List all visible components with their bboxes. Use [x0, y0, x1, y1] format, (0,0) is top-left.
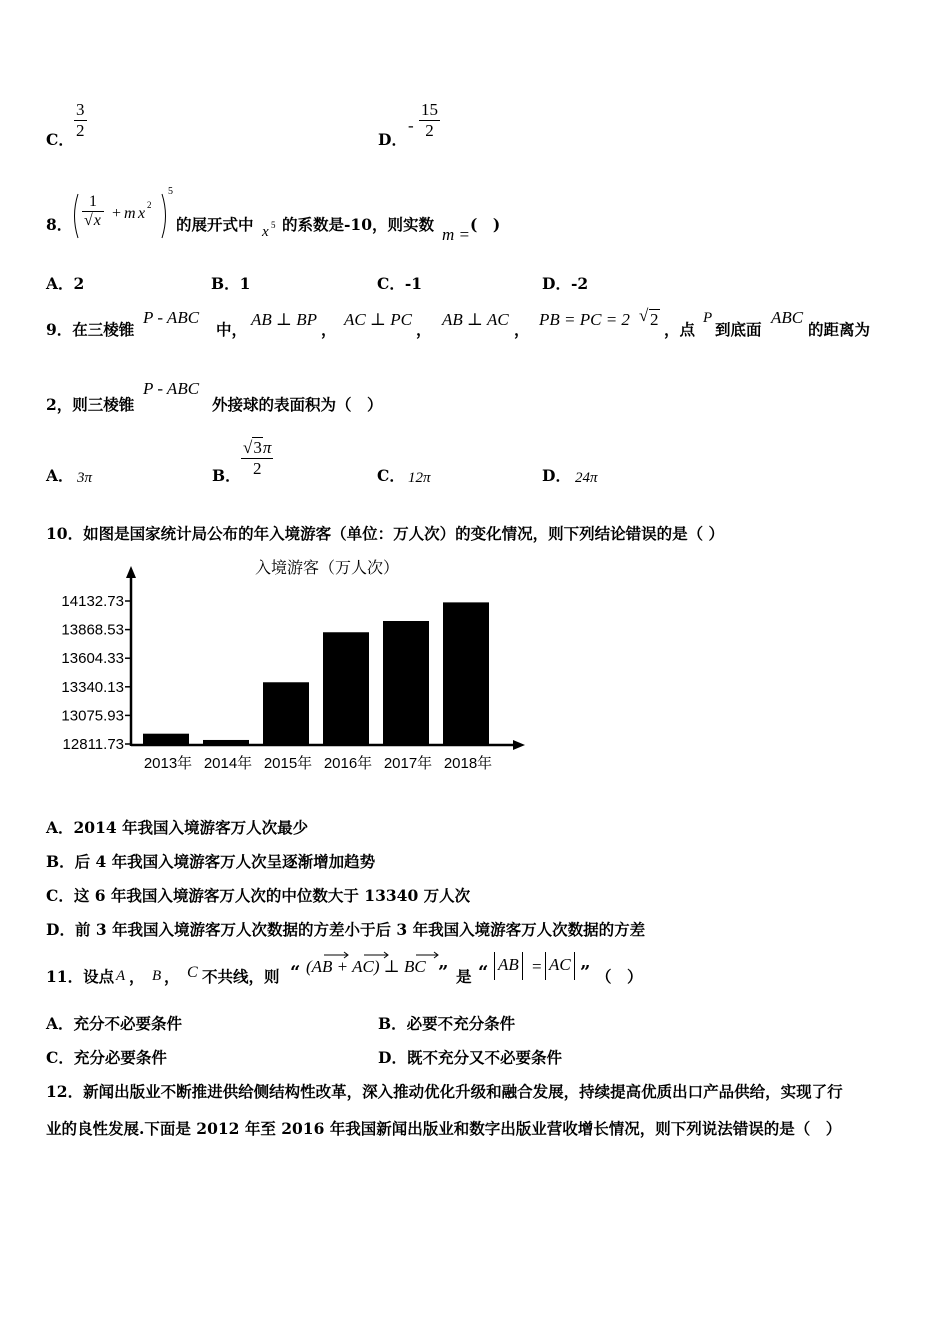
q9-cond-4-radicand: 2 — [650, 310, 659, 329]
q11-comma-1: ， — [129, 967, 145, 986]
q9-daodimian: 到底面 — [715, 320, 762, 339]
q11-option-a: A．充分不必要条件 — [46, 1014, 183, 1033]
x-tick-label: 2018年 — [443, 755, 493, 772]
q9-dian: ，点 — [664, 320, 696, 339]
fraction-denominator: 2 — [241, 458, 273, 479]
pi: π — [262, 438, 272, 457]
sqrt-icon: √ — [639, 306, 649, 325]
radicand: 3 — [253, 438, 262, 457]
q9-cond-2: AC ⊥ PC — [344, 310, 412, 329]
q11-option-b: B．必要不充分条件 — [378, 1014, 516, 1033]
option-c-fraction — [74, 100, 87, 141]
bar-2018年 — [443, 602, 489, 744]
q11-point-a: A — [116, 968, 126, 984]
q12-line-2: 业的良性发展.下面是 2012 年至 2016 年我国新闻出版业和数字出版业营收增长情况，则下列说法错误的是（ ） — [46, 1119, 842, 1138]
var-x5: x — [262, 224, 269, 240]
var-m: m — [124, 205, 136, 222]
q11-equals: = — [532, 957, 542, 976]
q8-paren: ( ) — [470, 215, 501, 234]
option-d-label: D． — [378, 130, 407, 149]
q11-norm-ac — [545, 952, 575, 980]
q9-option-d-value: 24π — [575, 470, 598, 486]
q11-left-quote-2: “ — [478, 962, 489, 983]
exponent-2: 2 — [147, 200, 152, 210]
q11-shi: 是 — [456, 967, 472, 986]
q11-left-quote-1: “ — [290, 962, 301, 983]
q10-option-d: D．前 3 年我国入境游客万人次数据的方差小于后 3 年我国入境游客万人次数据的方差 — [46, 920, 646, 939]
q11-text-1: 不共线，则 — [202, 967, 280, 986]
q11-option-c: C．充分必要条件 — [46, 1048, 167, 1067]
exponent-5: 5 — [168, 186, 173, 197]
q9-option-d-label: D． — [542, 466, 571, 485]
q9-cond-3: AB ⊥ AC — [442, 310, 509, 329]
vector-ac: AC — [549, 955, 571, 974]
x-tick-label: 2013年 — [143, 755, 193, 772]
q9-zhong: 中， — [216, 320, 248, 339]
x-tick-label: 2017年 — [383, 755, 433, 772]
vector-ab: AB — [498, 955, 519, 974]
bar-2013年 — [143, 734, 189, 744]
bar-2014年 — [203, 740, 249, 744]
x-tick-label: 2015年 — [263, 755, 313, 772]
y-axis-arrow-icon — [126, 566, 136, 578]
q11-right-quote-1: ” — [438, 962, 449, 983]
bar-2017年 — [383, 621, 429, 744]
q8-option-c: C．-1 — [377, 274, 423, 293]
y-tick-label: 14132.73 — [61, 593, 124, 610]
fraction-numerator: 1 — [88, 193, 97, 210]
bar-2016年 — [323, 632, 369, 744]
q11-norm-ab — [494, 952, 523, 980]
q9-option-a-value: 3π — [77, 470, 93, 486]
q8-text-1: 的展开式中 — [176, 215, 254, 234]
q9-option-a-label: A． — [46, 466, 74, 485]
q11-paren: （ ） — [596, 967, 643, 986]
var-m-equals: m = — [442, 225, 470, 244]
q11-right-quote-2: ” — [580, 962, 591, 983]
fraction-numerator: 15 — [421, 100, 438, 119]
fraction-denominator: √x — [82, 211, 104, 230]
q9-abc: ABC — [771, 308, 804, 327]
q9-pabc: P - ABC — [143, 308, 200, 327]
q9-line2-text: 2，则三棱锥 — [46, 395, 135, 414]
q10-option-c: C．这 6 年我国入境游客万人次的中位数大于 13340 万人次 — [46, 886, 471, 905]
q9-option-c-label: C． — [377, 466, 405, 485]
option-d-fraction — [419, 100, 440, 141]
option-c-label: C． — [46, 130, 74, 149]
q11-condition-1: (AB + AC) ⊥ BC — [306, 957, 426, 976]
q8-option-b: B．1 — [211, 274, 251, 293]
y-tick-label: 13340.13 — [61, 678, 124, 696]
x-tick-label: 2016年 — [323, 755, 373, 772]
fraction-denominator: 2 — [419, 120, 440, 141]
q10-option-a: A．2014 年我国入境游客万人次最少 — [46, 818, 309, 837]
q8-number: 8． — [46, 215, 73, 234]
q9-point-p: P — [703, 310, 713, 326]
y-tick-label: 13868.53 — [61, 621, 124, 639]
q10-stem: 10．如图是国家统计局公布的年入境游客（单位：万人次）的变化情况，则下列结论错误的是（ ） — [46, 524, 724, 543]
q9-option-b-fraction — [241, 438, 273, 479]
fraction-numerator: √3π — [243, 438, 272, 457]
q8-option-d: D．-2 — [542, 274, 589, 293]
radicand: x — [93, 212, 101, 229]
q9-line2-text2: 外接球的表面积为（ ） — [212, 395, 383, 414]
q9-line2-pabc: P - ABC — [143, 379, 200, 398]
q9-cond-1: AB ⊥ BP — [251, 310, 318, 329]
plus-sign: + — [112, 205, 122, 222]
q11-comma-2: ， — [164, 967, 180, 986]
x-axis-arrow-icon — [513, 740, 525, 750]
fraction-denominator: 2 — [76, 121, 85, 140]
x-tick-label: 2014年 — [203, 755, 253, 772]
y-tick-label: 12811.73 — [62, 736, 124, 753]
q11-option-d: D．既不充分又不必要条件 — [378, 1048, 562, 1067]
q9-cond-4: PB = PC = 2 — [539, 310, 630, 329]
q8-text-2: 的系数是-10，则实数 — [282, 215, 435, 234]
q9-comma-3: ， — [514, 320, 530, 339]
q9-juli: 的距离为 — [808, 320, 871, 339]
y-tick-label: 13604.33 — [61, 650, 124, 668]
q11-point-c: C — [187, 964, 198, 981]
q10-option-b: B．后 4 年我国入境游客万人次呈逐渐增加趋势 — [46, 852, 376, 871]
option-d-sign: - — [408, 116, 414, 135]
q12-line-1: 12．新闻出版业不断推进供给侧结构性改革，深入推动优化升级和融合发展，持续提高优质出口产品供给，实现了行 — [46, 1082, 843, 1101]
q8-option-a: A．2 — [46, 274, 85, 293]
q9-comma-1: ， — [321, 320, 337, 339]
var-x: x — [138, 205, 146, 222]
q9-comma-2: ， — [416, 320, 432, 339]
exponent-5: 5 — [271, 220, 276, 230]
q11-number: 11．设点 — [46, 967, 115, 986]
q9-option-c-value: 12π — [408, 470, 431, 486]
q11-point-b: B — [152, 968, 162, 984]
q9-option-b-label: B． — [212, 466, 241, 485]
tourist-bar-chart — [40, 550, 540, 785]
q8-binomial-expression — [70, 190, 170, 242]
y-tick-label: 13075.93 — [61, 707, 124, 725]
bar-2015年 — [263, 682, 309, 744]
q8-fraction — [82, 193, 104, 230]
q9-number: 9．在三棱锥 — [46, 320, 135, 339]
chart-title: 入境游客（万人次） — [255, 560, 400, 577]
fraction-numerator: 3 — [76, 100, 85, 119]
